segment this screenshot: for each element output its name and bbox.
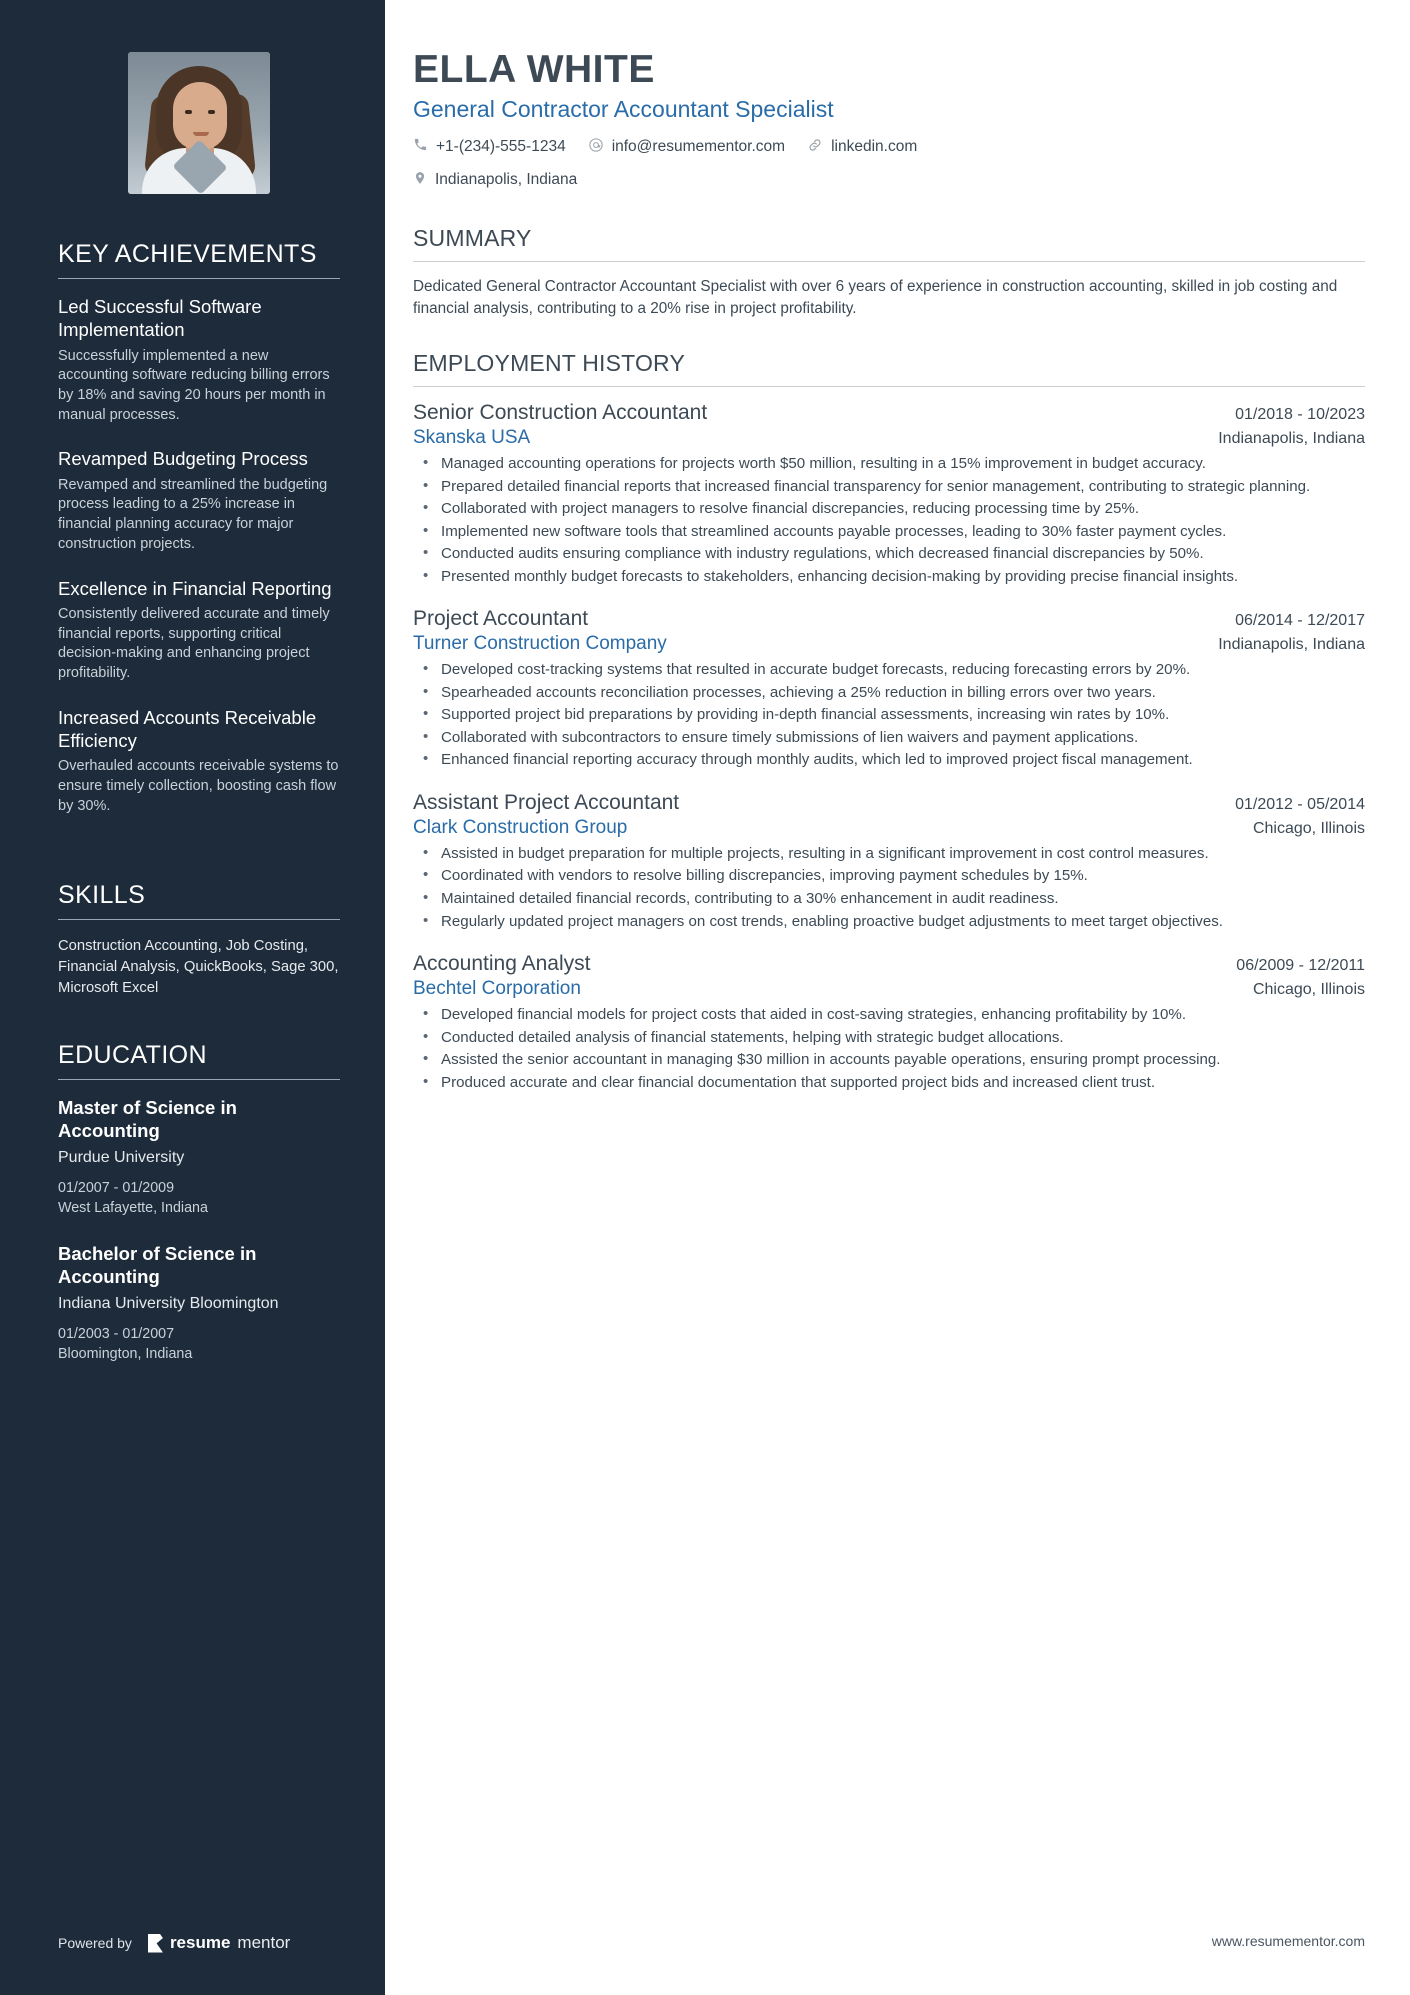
- achievement-description: Successfully implemented a new accounting software reducing billing errors by 18% and saving 20 hours per month in manual processes.: [58, 347, 330, 423]
- education-heading: EDUCATION: [58, 1040, 207, 1069]
- job-header-row: [413, 791, 1365, 815]
- job-header-row: [413, 607, 1365, 631]
- job-bullet: • Assisted in budget preparation for multiple projects, resulting in a significant improvement in cost control measures.: [413, 844, 1365, 865]
- profile-photo-wrapper: [58, 52, 340, 194]
- job-bullet: • Conducted detailed analysis of financial statements, helping with strategic budget allocations.: [413, 1028, 1365, 1049]
- link-icon: [807, 137, 823, 158]
- achievement-title: Increased Accounts Receivable Efficiency: [58, 706, 317, 752]
- job-bullet: • Coordinated with vendors to resolve billing discrepancies, improving payment schedules by 15%.: [413, 866, 1365, 887]
- job-header-row: [413, 952, 1365, 976]
- achievement-description: Revamped and streamlined the budgeting process leading to a 25% increase in financial planning accuracy for major construction projects.: [58, 476, 328, 552]
- location-icon: [413, 170, 427, 191]
- job-bullet: • Conducted audits ensuring compliance with industry regulations, which decreased financial discrepancies by 50%.: [413, 544, 1365, 565]
- job-bullet: • Assisted the senior accountant in managing $30 million in accounts payable operations, ensuring prompt processing.: [413, 1050, 1365, 1071]
- contact-phone-text: +1-(234)-555-1234: [436, 138, 566, 156]
- achievement-description: Consistently delivered accurate and timely financial reports, supporting critical decision-making and enhancing project profitability.: [58, 605, 330, 682]
- education-school: Indiana University Bloomington: [58, 1295, 279, 1313]
- job-entry: [413, 607, 1365, 771]
- avatar: [128, 52, 270, 194]
- contact-email-text: info@resumementor.com: [611, 138, 786, 156]
- job-location: Indianapolis, Indiana: [1218, 636, 1365, 654]
- education-degree: Master of Science in Accounting: [58, 1096, 237, 1141]
- education-degree: Bachelor of Science in Accounting: [58, 1242, 257, 1287]
- job-bullets: [413, 660, 1365, 771]
- page-title: ELLA WHITE: [413, 48, 655, 91]
- skills-divider: [58, 919, 340, 920]
- education-location: Bloomington, Indiana: [58, 1346, 193, 1363]
- phone-icon: [413, 137, 428, 157]
- contact-location-text: Indianapolis, Indiana: [435, 171, 578, 189]
- job-bullet: • Collaborated with project managers to resolve financial discrepancies, reducing processing time by 25%.: [413, 499, 1365, 520]
- job-header-row: [413, 401, 1365, 425]
- job-bullet: • Developed cost-tracking systems that resulted in accurate budget forecasts, reducing forecasting errors by 20%.: [413, 660, 1365, 681]
- skills-list: Construction Accounting, Job Costing, Financial Analysis, QuickBooks, Sage 300, Microsoft Excel: [58, 937, 339, 996]
- job-title: Project Accountant: [413, 607, 589, 631]
- education-dates: 01/2007 - 01/2009: [58, 1179, 175, 1196]
- job-location: Chicago, Illinois: [1252, 981, 1365, 999]
- job-bullet: • Produced accurate and clear financial documentation that supported project bids and increased client trust.: [413, 1073, 1365, 1094]
- contact-info: [413, 137, 1053, 191]
- job-subheader-row: [413, 978, 1365, 1000]
- job-dates: 06/2009 - 12/2011: [1236, 957, 1365, 975]
- skills-heading: SKILLS: [58, 880, 146, 909]
- contact-phone[interactable]: [413, 137, 566, 157]
- job-title: Senior Construction Accountant: [413, 401, 708, 425]
- job-bullet: • Maintained detailed financial records, contributing to a 30% enhancement in audit readiness.: [413, 889, 1365, 910]
- sidebar: [0, 0, 385, 1995]
- key-achievements-divider: [58, 278, 340, 279]
- job-location: Chicago, Illinois: [1252, 819, 1365, 837]
- education-location: West Lafayette, Indiana: [58, 1199, 208, 1216]
- job-company: Clark Construction Group: [413, 816, 628, 838]
- achievement-title: Revamped Budgeting Process: [58, 448, 308, 470]
- education-dates: 01/2003 - 01/2007: [58, 1326, 175, 1343]
- resumementor-mark-icon: [148, 1934, 163, 1953]
- key-achievements-heading: KEY ACHIEVEMENTS: [58, 240, 317, 268]
- job-bullet: • Supported project bid preparations by providing in-depth financial assessments, increasing win rates by 10%.: [413, 705, 1365, 726]
- contact-linkedin-text: linkedin.com: [831, 138, 918, 156]
- job-dates: 01/2018 - 10/2023: [1235, 406, 1365, 424]
- job-entry: [413, 401, 1365, 587]
- job-entry: [413, 952, 1365, 1093]
- job-title: Assistant Project Accountant: [413, 790, 680, 814]
- education-meta: [58, 1178, 340, 1218]
- resumementor-logo: [148, 1933, 290, 1953]
- powered-by-label: Powered by: [58, 1935, 132, 1951]
- job-bullet: • Collaborated with subcontractors to ensure timely submissions of lien waivers and payment applications.: [413, 728, 1365, 749]
- achievement-description: Overhauled accounts receivable systems to ensure timely collection, boosting cash flow by 30%.: [58, 758, 339, 814]
- job-bullets: [413, 1005, 1365, 1093]
- job-dates: 06/2014 - 12/2017: [1235, 612, 1365, 630]
- contact-linkedin[interactable]: [807, 137, 917, 158]
- job-bullets: [413, 844, 1365, 932]
- achievement-item: [58, 706, 340, 817]
- achievement-title: Led Successful Software Implementation: [58, 296, 262, 341]
- job-subheader-row: [413, 817, 1365, 839]
- education-meta: [58, 1324, 340, 1364]
- education-item: [58, 1242, 340, 1364]
- summary-heading: SUMMARY: [413, 224, 532, 251]
- footer-website: www.resumementor.com: [1211, 1933, 1365, 1949]
- job-bullet: • Enhanced financial reporting accuracy through monthly audits, which led to improved project fiscal management.: [413, 750, 1365, 771]
- job-location: Indianapolis, Indiana: [1218, 430, 1365, 448]
- job-title: Accounting Analyst: [413, 952, 591, 976]
- brand-name-light: mentor: [237, 1933, 291, 1952]
- job-subheader-row: [413, 633, 1365, 655]
- job-bullet: • Prepared detailed financial reports that increased financial transparency for senior management, contributing to strategic planning.: [413, 477, 1365, 498]
- job-bullet: • Regularly updated project managers on cost trends, enabling proactive budget adjustments to meet target objectives.: [413, 912, 1365, 933]
- main-content: [385, 0, 1410, 1995]
- job-bullet: • Spearheaded accounts reconciliation processes, achieving a 25% reduction in billing errors over two years.: [413, 683, 1365, 704]
- job-subheader-row: [413, 427, 1365, 449]
- job-company: Skanska USA: [413, 427, 531, 449]
- job-bullet: • Developed financial models for project costs that aided in cost-saving strategies, enhancing profitability by 10%.: [413, 1005, 1365, 1026]
- education-divider: [58, 1079, 340, 1080]
- contact-email[interactable]: [588, 137, 785, 158]
- job-bullet: • Implemented new software tools that streamlined accounts payable processes, leading to 30% faster payment cycles.: [413, 522, 1365, 543]
- achievement-title: Excellence in Financial Reporting: [58, 577, 332, 599]
- achievement-item: [58, 447, 340, 554]
- summary-text: Dedicated General Contractor Accountant Specialist with over 6 years of experience in construction accounting, skilled in job costing and financial analysis, contributing to a 20% rise in project profitability.: [413, 277, 1338, 318]
- brand-name-bold: resume: [169, 1933, 231, 1952]
- contact-location: [413, 170, 577, 191]
- education-item: [58, 1096, 340, 1218]
- achievement-item: [58, 577, 340, 684]
- summary-divider: [413, 261, 1365, 262]
- job-bullet: • Managed accounting operations for projects worth $50 million, resulting in a 15% improvement in budget accuracy.: [413, 454, 1365, 475]
- employment-history-heading: EMPLOYMENT HISTORY: [413, 350, 685, 377]
- employment-history-divider: [413, 386, 1365, 387]
- education-school: Purdue University: [58, 1148, 185, 1166]
- achievement-item: [58, 295, 340, 425]
- job-entry: [413, 791, 1365, 932]
- job-bullet: • Presented monthly budget forecasts to stakeholders, enhancing decision-making by providing precise financial insights.: [413, 567, 1365, 588]
- sidebar-footer: [58, 1933, 290, 1953]
- email-icon: [588, 137, 604, 158]
- job-company: Bechtel Corporation: [413, 978, 581, 1000]
- job-bullets: [413, 454, 1365, 587]
- job-role-subtitle: General Contractor Accountant Specialist: [413, 95, 834, 122]
- job-company: Turner Construction Company: [413, 633, 667, 655]
- job-dates: 01/2012 - 05/2014: [1235, 795, 1365, 813]
